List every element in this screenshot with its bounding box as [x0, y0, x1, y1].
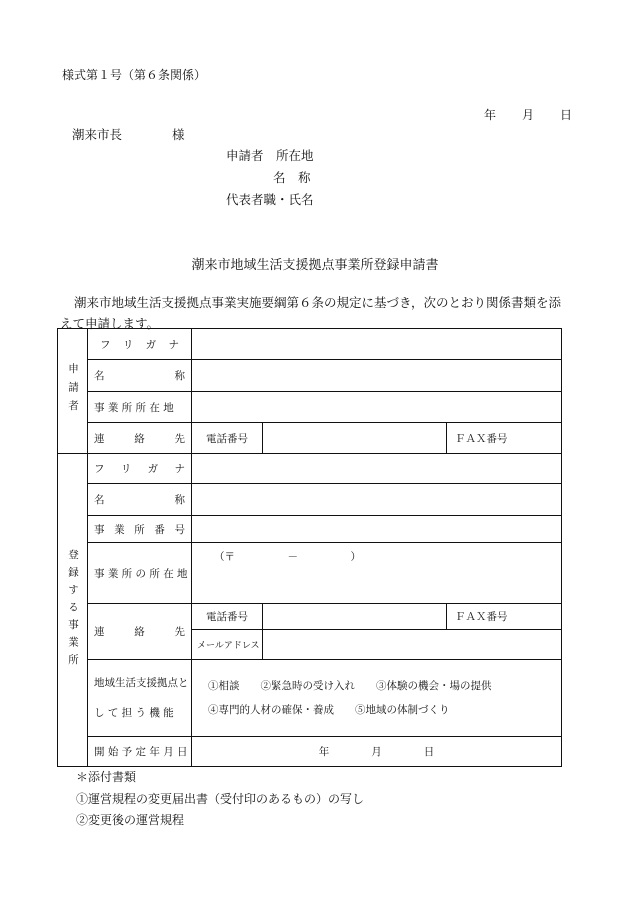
applicant-address-label-cell: 事 業 所 所 在 地 — [88, 392, 192, 423]
office-start-row — [58, 737, 562, 767]
applicant-name-label-cell: 名 称 — [88, 360, 192, 392]
office-furigana-row — [58, 454, 562, 484]
office-address-row — [58, 543, 562, 604]
office-contact-label-cell: 連 絡 先 — [88, 604, 192, 660]
office-function-label-cell — [88, 660, 192, 737]
applicant-name-row — [58, 360, 562, 392]
office-function-options — [192, 660, 562, 737]
office-email-field[interactable] — [263, 630, 562, 660]
office-start-date-field[interactable]: 年 月 日 — [192, 737, 562, 767]
office-name-row — [58, 484, 562, 516]
office-number-field[interactable] — [192, 516, 562, 543]
applicant-section-heading — [58, 329, 88, 454]
office-start-label-cell: 開 始 予 定 年 月 日 — [88, 737, 192, 767]
attachments-heading: ＊添付書類 — [76, 770, 137, 784]
office-name-field[interactable] — [192, 484, 562, 516]
office-name-label-cell: 名 称 — [88, 484, 192, 516]
applicant-address-row — [58, 392, 562, 423]
applicant-phone-label: 電話番号 — [192, 423, 263, 454]
applicant-phone-field[interactable] — [263, 423, 447, 454]
applicant-address-field[interactable] — [192, 392, 562, 423]
office-function-row — [58, 660, 562, 737]
function-options-line-2[interactable]: ④専門的人材の確保・養成 ⑤地域の体制づくり — [208, 704, 450, 716]
office-address-label-cell: 事 業 所 の 所 在 地 — [88, 543, 192, 604]
application-form-table — [57, 328, 562, 767]
office-furigana-field[interactable] — [192, 454, 562, 484]
office-phone-row — [58, 604, 562, 630]
function-label-line-1: 地域生活支援拠点と — [94, 677, 189, 689]
applicant-furigana-label: フ リ ガ ナ — [88, 329, 192, 360]
applicant-furigana-field[interactable] — [192, 329, 562, 360]
date-day-label: 日 — [560, 108, 573, 122]
office-address-field[interactable] — [192, 543, 562, 604]
office-number-label-cell: 事 業 所 番 号 — [88, 516, 192, 543]
applicant-address-label: 申請者 所在地 — [226, 148, 314, 163]
applicant-fax-label: ＦＡＸ番号 — [447, 423, 562, 454]
form-number: 様式第１号（第６条関係） — [62, 68, 207, 82]
attachment-item-2: ②変更後の運営規程 — [76, 813, 185, 827]
office-heading-text: 登録する事業所 — [67, 548, 79, 672]
office-email-label: メールアドレス — [192, 630, 263, 660]
date-year-label: 年 — [484, 108, 497, 122]
office-fax-label: ＦＡＸ番号 — [447, 604, 562, 630]
function-label-line-2: し て 担 う 機 能 — [94, 707, 174, 719]
applicant-name-field[interactable] — [192, 360, 562, 392]
body-text: 潮来市地域生活支援拠点事業実施要綱第６条の規定に基づき，次のとおり関係書類を添えて申請します。 — [60, 295, 562, 331]
addressee: 潮来市長 様 — [72, 127, 185, 142]
applicant-heading-text: 申請者 — [67, 363, 79, 419]
date-line — [484, 106, 572, 123]
applicant-contact-row — [58, 423, 562, 454]
applicant-contact-label-cell: 連 絡 先 — [88, 423, 192, 454]
date-month-label: 月 — [522, 108, 535, 122]
applicant-name-label: 名 称 — [273, 170, 311, 185]
document-title: 潮来市地域生活支援拠点事業所登録申請書 — [191, 258, 439, 273]
attachment-item-1: ①運営規程の変更届出書（受付印のあるもの）の写し — [76, 792, 365, 806]
office-section-heading — [58, 454, 88, 767]
function-options-line-1[interactable]: ①相談 ②緊急時の受け入れ ③体験の機会・場の提供 — [208, 680, 492, 692]
postal-code-placeholder: （〒 － ） — [214, 551, 361, 563]
office-phone-label: 電話番号 — [192, 604, 263, 630]
office-phone-field[interactable] — [263, 604, 447, 630]
representative-label: 代表者職・氏名 — [226, 192, 314, 207]
office-furigana-label: フ リ ガ ナ — [88, 454, 192, 484]
office-number-row — [58, 516, 562, 543]
applicant-furigana-row — [58, 329, 562, 360]
